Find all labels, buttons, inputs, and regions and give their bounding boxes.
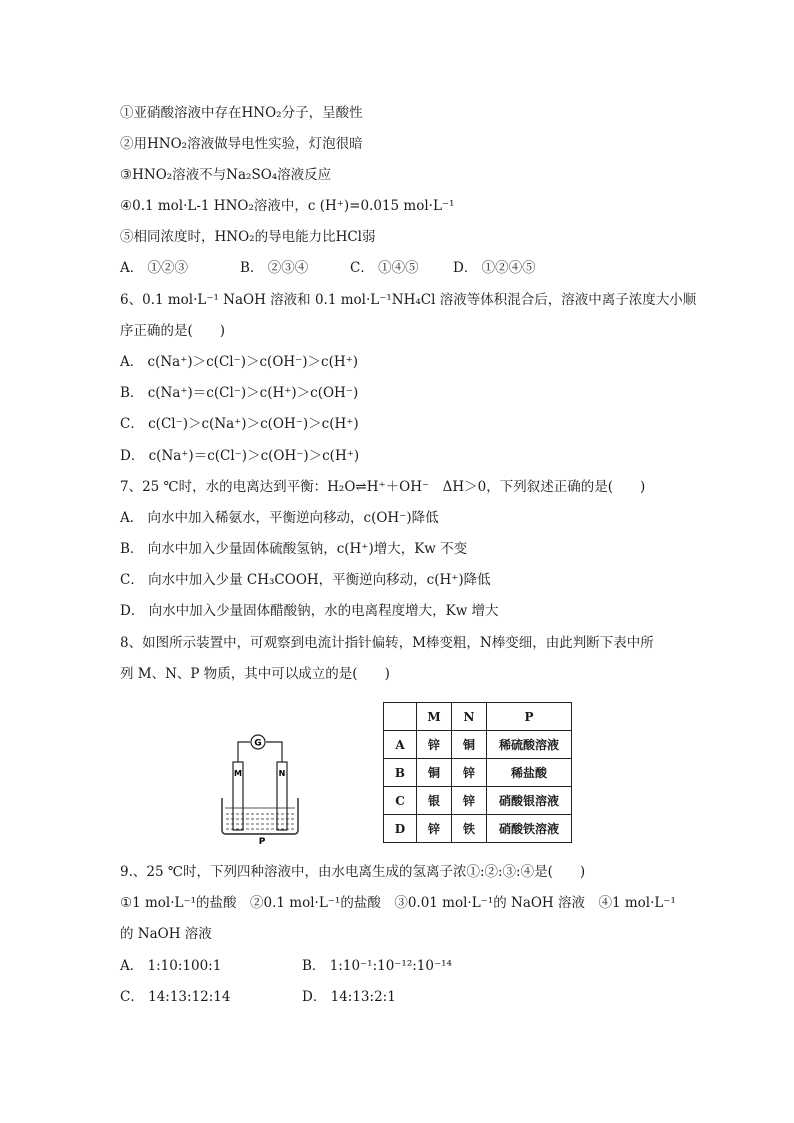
q5-option-a[interactable]: A． ①②③ bbox=[120, 260, 189, 276]
table-cell: C bbox=[384, 787, 417, 815]
statement-1: ①亚硝酸溶液中存在HNO₂分子，呈酸性 bbox=[120, 105, 363, 121]
table-row bbox=[384, 787, 572, 815]
table-header: P bbox=[487, 703, 572, 731]
q8-table bbox=[383, 702, 572, 843]
q6-option-b[interactable]: B． c(Na⁺)＝c(Cl⁻)＞c(H⁺)＞c(OH⁻) bbox=[120, 385, 359, 401]
table-row bbox=[384, 815, 572, 843]
q7-option-c[interactable]: C． 向水中加入少量 CH₃COOH，平衡逆向移动，c(H⁺)降低 bbox=[120, 572, 491, 588]
table-row bbox=[384, 731, 572, 759]
q9-option-b[interactable]: B． 1:10⁻¹:10⁻¹²:10⁻¹⁴ bbox=[302, 958, 452, 974]
statement-4: ④0.1 mol·L-1 HNO₂溶液中，c (H⁺)=0.015 mol·L⁻¹ bbox=[120, 198, 455, 214]
m-rod-label: M bbox=[234, 769, 242, 778]
table-cell: 稀硫酸溶液 bbox=[487, 731, 572, 759]
q6-option-a[interactable]: A． c(Na⁺)＞c(Cl⁻)＞c(OH⁻)＞c(H⁺) bbox=[120, 354, 359, 370]
table-cell: 锌 bbox=[417, 731, 452, 759]
q6-stem-line2: 序正确的是( ) bbox=[120, 323, 226, 339]
q5-options bbox=[120, 259, 536, 277]
q5-option-c[interactable]: C． ①④⑤ bbox=[350, 260, 419, 276]
n-rod-label: N bbox=[278, 769, 286, 778]
table-cell: 银 bbox=[417, 787, 452, 815]
table-cell: 稀盐酸 bbox=[487, 759, 572, 787]
statement-2: ②用HNO₂溶液做导电性实验，灯泡很暗 bbox=[120, 136, 363, 152]
table-header: M bbox=[417, 703, 452, 731]
table-cell: 铜 bbox=[452, 731, 487, 759]
table-cell: 锌 bbox=[452, 759, 487, 787]
table-cell: 铁 bbox=[452, 815, 487, 843]
q7-option-d[interactable]: D． 向水中加入少量固体醋酸钠，水的电离程度增大，Kw 增大 bbox=[120, 603, 499, 619]
table-header-row bbox=[384, 703, 572, 731]
q9-option-a[interactable]: A． 1:10:100:1 bbox=[120, 958, 222, 974]
q6-stem-line1: 6、0.1 mol·L⁻¹ NaOH 溶液和 0.1 mol·L⁻¹NH₄Cl 溶液等体积混合后，溶液中离子浓度大小顺 bbox=[120, 292, 697, 308]
table-cell: 铜 bbox=[417, 759, 452, 787]
table-row bbox=[384, 759, 572, 787]
q5-option-b[interactable]: B． ②③④ bbox=[240, 260, 309, 276]
table-cell: 硝酸银溶液 bbox=[487, 787, 572, 815]
q6-option-c[interactable]: C． c(Cl⁻)＞c(Na⁺)＞c(OH⁻)＞c(H⁺) bbox=[120, 416, 359, 432]
q5-option-d[interactable]: D． ①②④⑤ bbox=[453, 260, 536, 276]
table-header: N bbox=[452, 703, 487, 731]
table-cell: B bbox=[384, 759, 417, 787]
q8-stem-line1: 8、如图所示装置中，可观察到电流计指针偏转，M棒变粗，N棒变细，由此判断下表中所 bbox=[120, 635, 654, 651]
statement-5: ⑤相同浓度时，HNO₂的导电能力比HCl弱 bbox=[120, 229, 376, 245]
table-cell: A bbox=[384, 731, 417, 759]
q9-stem: 9.、25 ℃时，下列四种溶液中，由水电离生成的氢离子浓①:②:③:④是( ) bbox=[120, 864, 586, 880]
q6-option-d[interactable]: D． c(Na⁺)＝c(Cl⁻)＞c(OH⁻)＞c(H⁺) bbox=[120, 448, 360, 464]
q7-option-a[interactable]: A． 向水中加入稀氨水，平衡逆向移动，c(OH⁻)降低 bbox=[120, 510, 439, 526]
q9-option-d[interactable]: D． 14:13:2:1 bbox=[302, 989, 396, 1005]
q7-option-b[interactable]: B． 向水中加入少量固体硫酸氢钠，c(H⁺)增大，Kw 不变 bbox=[120, 541, 468, 557]
galvanometer-label: G bbox=[254, 738, 262, 749]
solution-label: P bbox=[258, 837, 266, 847]
table-cell: 锌 bbox=[452, 787, 487, 815]
table-header bbox=[384, 703, 417, 731]
table-cell: 硝酸铁溶液 bbox=[487, 815, 572, 843]
statement-3: ③HNO₂溶液不与Na₂SO₄溶液反应 bbox=[120, 167, 332, 183]
q8-stem-line2: 列 M、N、P 物质，其中可以成立的是( ) bbox=[120, 666, 390, 682]
q7-stem: 7、25 ℃时，水的电离达到平衡：H₂O⇌H⁺＋OH⁻ ΔH＞0，下列叙述正确的是( ) bbox=[120, 479, 646, 495]
table-cell: 锌 bbox=[417, 815, 452, 843]
galvanic-cell-diagram bbox=[216, 728, 316, 848]
q9-items-line2: 的 NaOH 溶液 bbox=[120, 926, 212, 942]
q9-option-c[interactable]: C． 14:13:12:14 bbox=[120, 989, 231, 1005]
table-cell: D bbox=[384, 815, 417, 843]
q9-items-line1: ①1 mol·L⁻¹的盐酸 ②0.1 mol·L⁻¹的盐酸 ③0.01 mol·L⁻¹的 NaOH 溶液 ④1 mol·L⁻¹ bbox=[120, 895, 676, 911]
